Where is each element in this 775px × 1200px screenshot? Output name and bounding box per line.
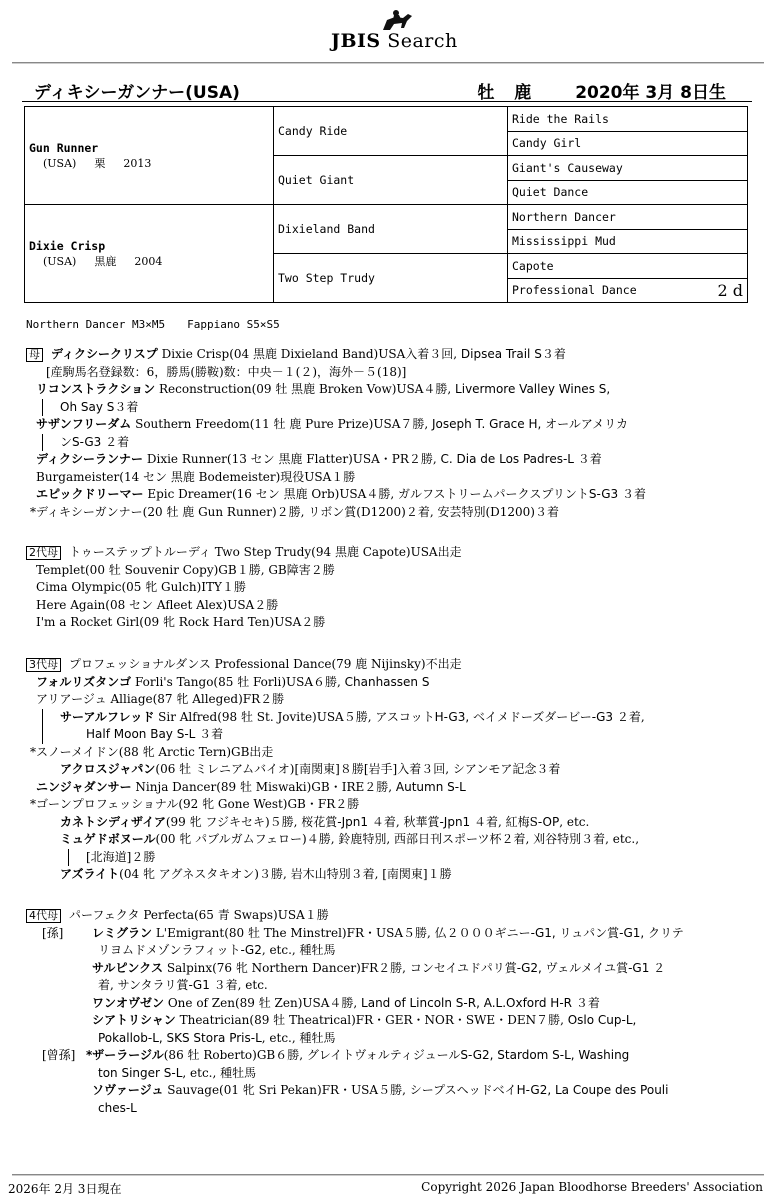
record-text: ４着, 紅梅S — [470, 814, 538, 829]
horse-basic-info — [463, 78, 726, 103]
race-name: ches-L — [98, 1100, 137, 1115]
record-text: (86 牡 Roberto)GB６勝, — [163, 1048, 307, 1062]
ped-gen2-cell[interactable]: Quiet Giant — [274, 156, 508, 205]
race-name: Joseph T. Grace H, オールアメリカ — [432, 417, 629, 431]
sire-year: 2013 — [123, 156, 152, 170]
record-text: Sauvage(01 牝 Sri Pekan)FR・USA５勝, — [163, 1083, 410, 1097]
race-name: Dipsea Trail S — [460, 347, 542, 361]
list-item — [26, 691, 756, 709]
third-dam-section — [26, 656, 756, 884]
race-name: Livermore Valley Wines S, — [455, 382, 611, 396]
list-item — [26, 977, 756, 995]
record-text: Southern Freedom(11 牡 鹿 Pure Prize)USA７勝, — [131, 417, 432, 431]
list-item — [26, 1030, 756, 1048]
jbis-logo[interactable] — [325, 8, 465, 56]
ped-gen2-cell[interactable]: Dixieland Band — [274, 205, 508, 254]
record-text: ３着, etc. — [209, 978, 268, 992]
dam-country: (USA) — [43, 254, 77, 268]
record-text: ３着 — [114, 399, 139, 414]
list-item — [26, 995, 756, 1013]
record-text: ２着, — [613, 709, 645, 724]
list-item — [26, 346, 756, 364]
race-name: シープスヘッドベイH-G2, La Coupe des Pouli — [409, 1083, 669, 1097]
section-tag: 4代母 — [26, 909, 61, 923]
record-text: アリアージュ Alliage(87 牝 Alleged)FR２勝 — [36, 692, 285, 706]
race-name: Pokallob-L, SKS Stora Pris-L — [98, 1030, 262, 1045]
record-text: Salpinx(76 牝 Northern Dancer)FR２勝, — [163, 960, 410, 975]
dam-cell — [25, 205, 274, 303]
record-text: Forli's Tango(85 牡 Forli)USA６勝, — [131, 674, 345, 689]
record-text: Dixie Runner(13 セン 黒鹿 Flatter)USA・PR２勝, — [143, 452, 441, 466]
race-name: ton Singer S-L — [98, 1065, 183, 1080]
record-text: 着, — [98, 978, 118, 992]
horse-link[interactable]: ディクシークリスプ — [51, 347, 158, 361]
record-text: *スノーメイドン(88 牝 Arctic Tern)GB出走 — [30, 744, 274, 759]
record-text: , etc. — [559, 814, 590, 829]
section-tag: 母 — [26, 348, 43, 362]
record-text: ２着 — [101, 434, 130, 449]
list-item — [26, 866, 756, 884]
record-text: パーフェクタ Perfecta(65 青 Swaps)USA１勝 — [69, 908, 329, 922]
dam-color: 黒鹿 — [94, 254, 117, 268]
list-item — [26, 1100, 756, 1118]
family-code: 2 d — [717, 281, 743, 300]
ped-gen3-cell[interactable]: Capote — [508, 254, 748, 279]
race-name: ガルフストリームパークスプリントS-G3 — [397, 487, 619, 501]
list-item — [26, 544, 756, 562]
race-name: -OP — [537, 814, 560, 829]
list-item — [26, 849, 756, 867]
inbreeding-item: Fappiano S5×S5 — [187, 318, 280, 331]
record-text: Burgameister(14 セン 黒鹿 Bodemeister)現役USA１勝 — [36, 469, 356, 484]
sire-name[interactable]: Gun Runner — [29, 140, 99, 155]
list-item — [26, 434, 756, 452]
record-text: (99 牝 フジキセキ)５勝, — [165, 814, 302, 829]
relation-label: [孫] — [42, 925, 64, 940]
race-name: Oh Say S — [60, 399, 115, 414]
record-text: *ディキシーガンナー(20 牡 鹿 Gun Runner)２勝, リボン賞(D1200)２着, 安芸特別(D1200)３着 — [30, 504, 559, 519]
record-text: Cima Olympic(05 牝 Gulch)ITY１勝 — [36, 580, 246, 594]
horse-link[interactable]: サザンフリーダム — [36, 417, 132, 431]
list-item — [26, 907, 756, 925]
dam-section — [26, 346, 756, 521]
list-item — [26, 504, 756, 522]
horse-link[interactable]: リコンストラクション — [36, 382, 156, 396]
record-text: *ゴーンプロフェッショナル(92 牝 Gone West)GB・FR２勝 — [30, 797, 360, 811]
dam-year: 2004 — [134, 254, 163, 268]
horse-link[interactable]: シアトリシャン — [92, 1013, 176, 1027]
list-item — [26, 364, 756, 382]
list-item — [26, 399, 756, 417]
record-text: ３着 — [572, 995, 600, 1010]
record-text: (06 牡 ミレニアムバイオ)[南関東]８勝[岩手]入着３回, シアンモア記念３着 — [155, 762, 561, 776]
list-item — [26, 814, 756, 832]
race-name: ンS-G3 — [60, 434, 102, 449]
record-text: Here Again(08 セン Afleet Alex)USA２勝 — [36, 597, 279, 612]
ped-gen2-cell[interactable]: Two Step Trudy — [274, 254, 508, 303]
race-name: コンセイユドパリ賞-G2, ヴェルメイユ賞-G1 — [409, 960, 650, 975]
list-item — [26, 744, 756, 762]
horse-link[interactable]: サルピンクス — [92, 960, 164, 975]
ped-gen3-cell-last[interactable] — [508, 278, 748, 303]
horse-link[interactable]: *ザーラージル — [86, 1048, 164, 1062]
section-tag: 3代母 — [26, 658, 61, 672]
horse-link[interactable]: レミグラン — [92, 925, 153, 940]
list-item — [26, 960, 756, 978]
list-item — [26, 674, 756, 692]
copyright: Copyright 2026 Japan Bloodhorse Breeders' Association — [421, 1180, 763, 1194]
horse-link[interactable]: ディクシーランナー — [36, 452, 144, 466]
list-item — [26, 1047, 756, 1065]
horse-link[interactable]: エピックドリーマー — [36, 487, 144, 501]
logo-text-search: Search — [387, 30, 458, 52]
ped-gen3-cell[interactable]: Giant's Causeway — [508, 156, 748, 181]
record-text: , etc., 種牡馬 — [261, 943, 336, 957]
list-item — [26, 942, 756, 960]
horse-birth: 2020年 3月 8日生 — [575, 83, 726, 103]
inbreeding-item: Northern Dancer M3×M5 — [26, 318, 166, 331]
relation-label: [曾孫] — [42, 1048, 76, 1062]
race-name: Land of Lincoln S-R, A.L.Oxford H-R — [361, 995, 572, 1010]
record-text: I'm a Rocket Girl(09 牝 Rock Hard Ten)USA２勝 — [36, 615, 326, 629]
fourth-dam-section — [26, 907, 756, 1117]
horse-link[interactable]: ミュゲドボヌール — [60, 832, 156, 846]
ped-gen3-cell[interactable]: Candy Girl — [508, 131, 748, 156]
ped-gen2-cell[interactable]: Candy Ride — [274, 107, 508, 156]
record-text: Templet(00 牡 Souvenir Copy)GB１勝, GB障害２勝 — [36, 562, 335, 577]
race-name: Autumn S-L — [395, 779, 466, 794]
race-name: C. Dia de Los Padres-L — [440, 452, 574, 466]
record-text: (00 牝 パブルガムフェロー)４勝, 鈴鹿特別, 西部日刊スポーツ杯２着, 刈谷特別３着, etc., — [155, 832, 640, 846]
record-text: Sir Alfred(98 牡 St. Jovite)USA５勝, — [154, 709, 376, 724]
race-name: 桜花賞-Jpn1 — [301, 814, 368, 829]
logo-text-jbis: JBIS — [331, 30, 381, 52]
list-item — [26, 1012, 756, 1030]
ped-gen3-cell[interactable]: Northern Dancer — [508, 205, 748, 230]
list-item — [26, 709, 756, 727]
section-tag: 2代母 — [26, 546, 61, 560]
ped-gen3-name[interactable]: Professional Dance — [512, 283, 637, 298]
list-item — [26, 562, 756, 580]
horse-name: ディキシーガンナー(USA) — [34, 83, 240, 103]
record-text: ２ — [649, 960, 666, 975]
list-item — [26, 469, 756, 487]
race-name: 仏２０００ギニー-G1, リュパン賞-G1, クリテ — [434, 925, 684, 940]
horse-link[interactable]: ワンオヴゼン — [92, 995, 165, 1010]
list-item — [26, 579, 756, 597]
list-item — [26, 486, 756, 504]
list-item — [26, 1082, 756, 1100]
horse-link[interactable]: サーアルフレッド — [60, 709, 155, 724]
tree-line — [42, 399, 43, 416]
title-underline — [22, 101, 752, 102]
list-item — [26, 761, 756, 779]
record-text: [産駒馬名登録数：6，勝馬(勝鞍)数：中央－１(２)，海外－５(18)] — [46, 364, 407, 379]
race-name: リヨムドメゾンラフィット-G2 — [98, 943, 262, 957]
race-name: 秋華賞-Jpn1 — [403, 814, 471, 829]
record-text: Theatrician(89 牡 Theatrical)FR・GER・NOR・SWE・DEN７勝, — [175, 1013, 568, 1027]
footer-divider — [12, 1174, 764, 1176]
record-text: , etc., 種牡馬 — [182, 1065, 257, 1080]
pedigree-table — [24, 106, 748, 303]
ped-gen3-cell[interactable]: Quiet Dance — [508, 180, 748, 205]
horse-color: 鹿 — [514, 83, 532, 103]
race-name: Half Moon Bay S-L — [86, 727, 196, 741]
record-text: (04 牝 アグネスタキオン)３勝, 岩木山特別３着, [南関東]１勝 — [119, 867, 452, 881]
record-text: , etc., 種牡馬 — [261, 1030, 336, 1045]
sire-color: 栗 — [94, 156, 106, 170]
list-item — [26, 796, 756, 814]
ped-gen3-cell[interactable]: Mississippi Mud — [508, 229, 748, 254]
list-item — [26, 925, 756, 943]
race-name: Chanhassen S — [344, 674, 430, 689]
header-divider — [12, 62, 764, 64]
horse-title — [28, 78, 748, 102]
record-text: ４着, — [368, 814, 404, 829]
record-text: Ninja Dancer(89 牡 Miswaki)GB・IRE２勝, — [131, 779, 396, 794]
record-text: ３着 — [573, 452, 602, 466]
record-text: ３着 — [195, 727, 224, 741]
ped-gen3-cell[interactable]: Ride the Rails — [508, 107, 748, 132]
sire-country: (USA) — [43, 156, 77, 170]
sire-cell — [25, 107, 274, 205]
record-text: プロフェッショナルダンス Professional Dance(79 鹿 Nijinsky)不出走 — [69, 657, 462, 671]
as-of-date: 2026年 2月 3日現在 — [8, 1182, 122, 1196]
list-item — [26, 726, 756, 744]
list-item — [26, 381, 756, 399]
horse-link[interactable]: アズライト — [60, 867, 120, 881]
list-item — [26, 597, 756, 615]
list-item — [26, 779, 756, 797]
race-name: グレイトヴォルティジュールS-G2, Stardom S-L, Washing — [306, 1048, 630, 1062]
horse-link[interactable]: ニンジャダンサー — [36, 779, 132, 794]
tree-line — [68, 849, 69, 866]
record-text: Dixie Crisp(04 黒鹿 Dixieland Band)USA入着３回, — [157, 347, 461, 361]
record-text: One of Zen(89 牡 Zen)USA４勝, — [164, 995, 362, 1010]
second-dam-section — [26, 544, 756, 632]
inbreeding-line — [26, 318, 302, 331]
list-item — [26, 656, 756, 674]
record-text: トゥーステップトルーディ Two Step Trudy(94 黒鹿 Capote)USA出走 — [69, 545, 462, 559]
horse-link[interactable]: アクロスジャパン — [60, 762, 156, 776]
list-item — [26, 416, 756, 434]
tree-line — [42, 434, 43, 451]
record-text: Reconstruction(09 牡 黒鹿 Broken Vow)USA４勝, — [155, 382, 456, 396]
list-item — [26, 831, 756, 849]
horse-sex: 牡 — [477, 83, 495, 103]
record-text: Epic Dreamer(16 セン 黒鹿 Orb)USA４勝, — [143, 487, 398, 501]
list-item — [26, 614, 756, 632]
race-name: Oslo Cup-L, — [567, 1013, 637, 1027]
list-item — [26, 1065, 756, 1083]
horse-link[interactable]: フォルリズタンゴ — [36, 674, 132, 689]
record-text: ３着 — [618, 487, 647, 501]
record-text: [北海道]２勝 — [86, 849, 156, 864]
record-text: L'Emigrant(80 牡 The Minstrel)FR・USA５勝, — [152, 925, 435, 940]
record-text: ３着 — [541, 347, 566, 361]
list-item — [26, 451, 756, 469]
horse-link[interactable]: カネトシディザイア — [60, 814, 166, 829]
race-name: アスコットH-G3, ベイメドーズダービー-G3 — [375, 709, 614, 724]
dam-name[interactable]: Dixie Crisp — [29, 238, 106, 253]
horse-link[interactable]: ソヴァージュ — [92, 1083, 164, 1097]
race-name: サンタラリ賞-G1 — [117, 978, 210, 992]
